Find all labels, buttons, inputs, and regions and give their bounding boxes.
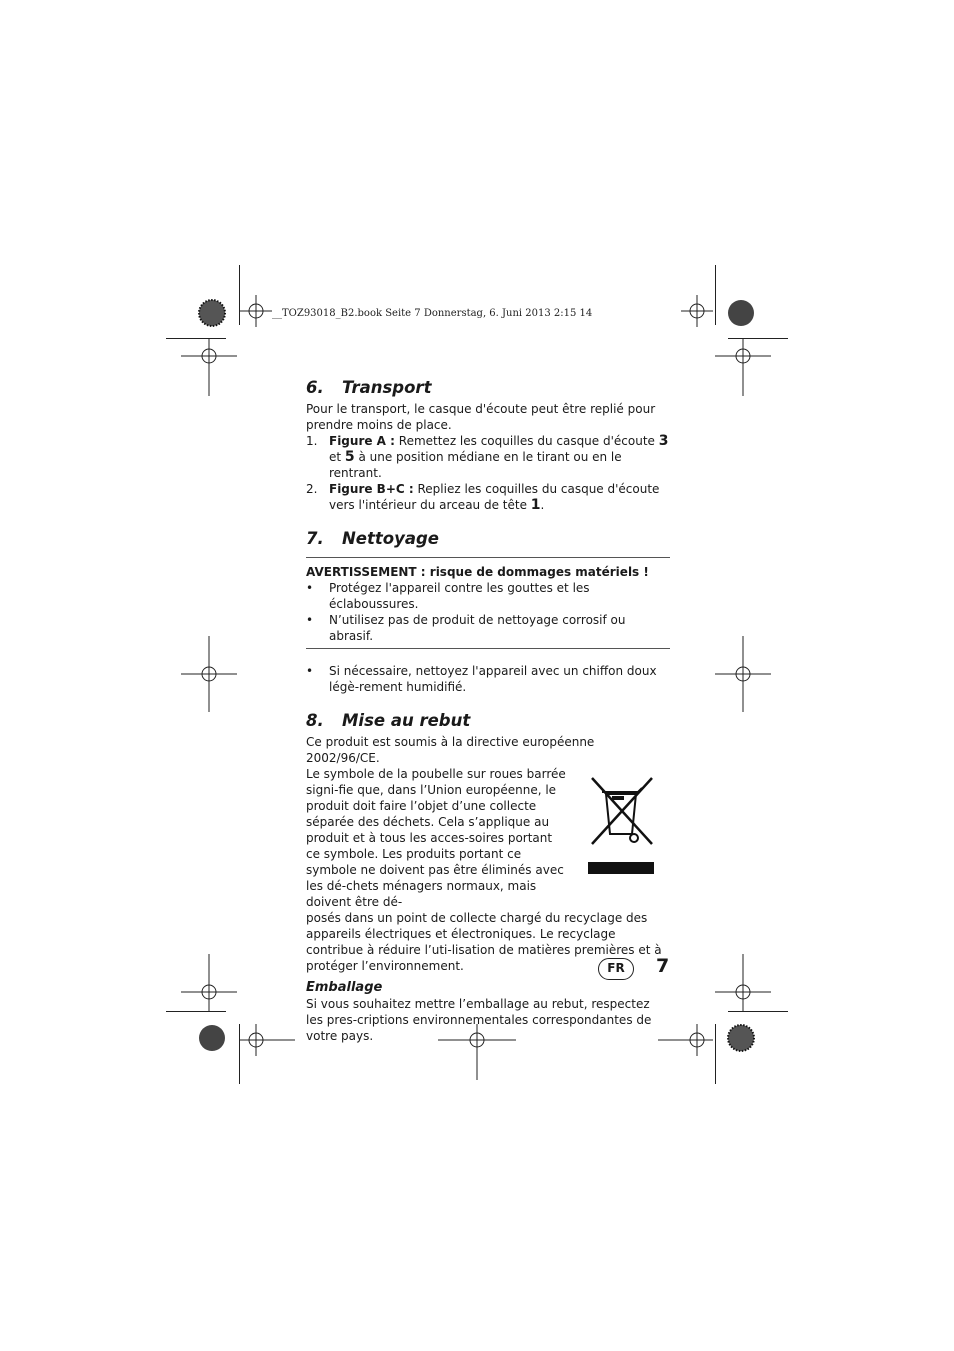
registration-mark-icon (681, 295, 713, 327)
registration-mark-icon (181, 338, 237, 396)
transport-intro: Pour le transport, le casque d'écoute peut être replié pour prendre moins de place. (306, 402, 656, 432)
subsection-heading-emballage: Emballage (306, 980, 383, 995)
section-heading-nettoyage: 7. Nettoyage (306, 529, 440, 548)
registration-mark-icon (715, 338, 771, 396)
directive-line: Ce produit est soumis à la directive européenne 2002/96/CE. (306, 735, 595, 765)
list-item: • Protégez l'appareil contre les gouttes et les éclaboussures. (306, 581, 590, 611)
registration-mark-icon (240, 1024, 295, 1056)
registration-mark-icon (181, 954, 237, 1011)
disposal-text-continued: posés dans un point de collecte chargé du recyclage des appareils électriques et électroniques. Le recyclage contribue à réduire l’uti-lisation de matières premières et à protéger l’environnement. (306, 911, 662, 973)
page-content (306, 378, 670, 1044)
color-calibration-wheel-icon (199, 1025, 225, 1051)
color-calibration-wheel-icon (728, 1025, 754, 1051)
crossed-out-wheelie-bin-icon (582, 772, 660, 876)
page-number: 7 (656, 955, 670, 977)
list-item: • N’utilisez pas de produit de nettoyage corrosif ou abrasif. (306, 613, 626, 643)
registration-mark-icon (715, 954, 771, 1011)
language-badge: FR (598, 958, 634, 980)
registration-mark-icon (240, 295, 272, 327)
color-calibration-wheel-icon (199, 300, 225, 326)
registration-mark-icon (715, 636, 771, 712)
list-item: 1. Figure A : Remettez les coquilles du casque d'écoute 3 et 5 à une position médiane en le tirant ou en le rentrant. (306, 433, 669, 480)
section-heading-transport: 6. Transport (306, 378, 432, 397)
list-item: • Si nécessaire, nettoyez l'appareil avec un chiffon doux légè-rement humidifié. (306, 664, 657, 694)
registration-mark-icon (181, 636, 237, 712)
warning-box (306, 557, 670, 649)
section-heading-mise-au-rebut: 8. Mise au rebut (306, 711, 471, 730)
disposal-text: Le symbole de la poubelle sur roues barrée signi-fie que, dans l’Union européenne, le produit doit faire l’objet d’une collecte séparée des déchets. Cela s’applique au produit et à tous les acces-soires portant ce symbole. Les produits portant ce symbole ne doivent pas être éliminés avec les dé-chets ménagers normaux, mais doivent être dé- (306, 767, 566, 909)
warning-title: AVERTISSEMENT : risque de dommages matériels ! (306, 565, 649, 579)
packaging-text: Si vous souhaitez mettre l’emballage au rebut, respectez les pres-criptions environnementales correspondantes de votre pays. (306, 997, 652, 1043)
list-item: 2. Figure B+C : Repliez les coquilles du casque d'écoute vers l'intérieur du arceau de tête 1. (306, 482, 660, 513)
color-calibration-wheel-icon (728, 300, 754, 326)
print-file-info: __TOZ93018_B2.book Seite 7 Donnerstag, 6. Juni 2013 2:15 14 (272, 308, 593, 319)
